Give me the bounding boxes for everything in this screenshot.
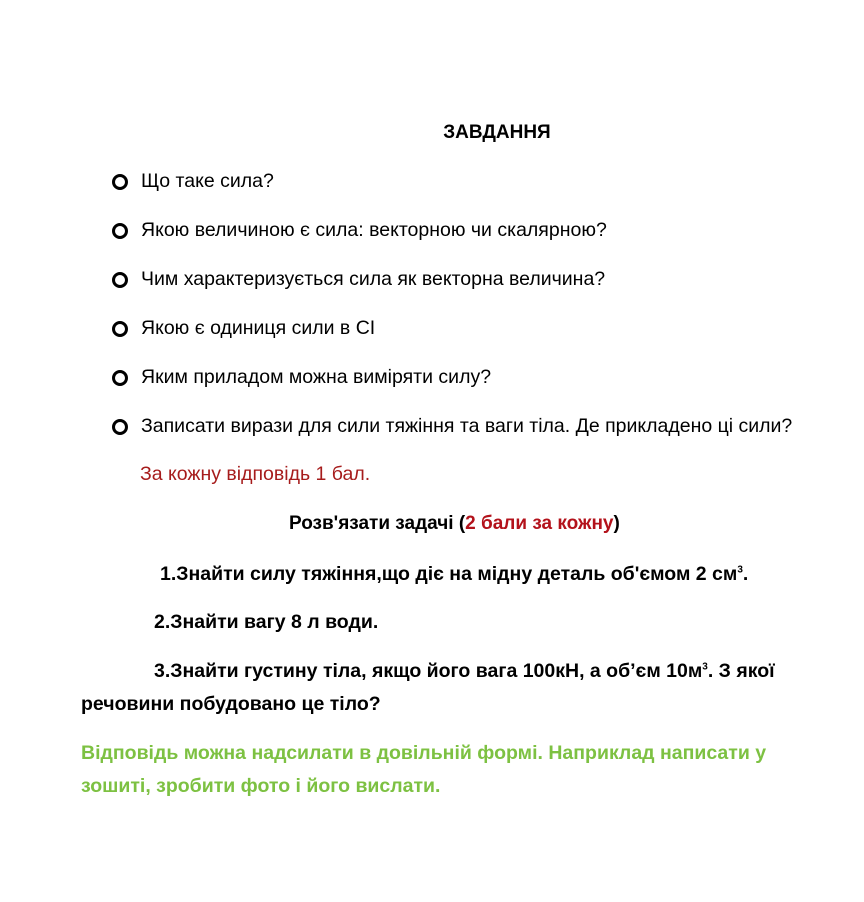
circle-bullet-icon xyxy=(112,370,128,386)
task-1-text: 1.Знайти силу тяжіння,що діє на мідну деталь об'ємом 2 см xyxy=(160,563,738,585)
task-3-exponent: 3 xyxy=(702,661,708,673)
question-item xyxy=(112,219,607,242)
circle-bullet-icon xyxy=(112,419,128,435)
score-note: За кожну відповідь 1 бал. xyxy=(140,463,371,485)
question-item xyxy=(112,170,274,193)
circle-bullet-icon xyxy=(112,272,128,288)
task-3-text: 3.Знайти густину тіла, якщо його вага 100кН, а об’єм 10м xyxy=(154,660,703,682)
tasks-heading xyxy=(289,513,620,535)
question-item xyxy=(112,317,375,340)
tasks-heading-close: ) xyxy=(613,513,620,534)
question-text: Що таке сила? xyxy=(141,170,274,192)
page-title: ЗАВДАННЯ xyxy=(443,122,551,143)
question-item xyxy=(112,268,605,291)
task-3-continuation: речовини побудовано це тіло? xyxy=(81,693,381,715)
question-text: Якою величиною є сила: векторною чи скалярною? xyxy=(141,219,607,241)
tasks-heading-points: 2 бали за кожну xyxy=(465,513,614,534)
question-text: Записати вирази для сили тяжіння та ваги тіла. Де прикладено ці сили? xyxy=(141,415,793,437)
question-item xyxy=(112,415,792,438)
tasks-heading-text: Розв'язати задачі ( xyxy=(289,513,466,534)
task-3-end: . З якої xyxy=(707,660,775,682)
footer-line-1: Відповідь можна надсилати в довільній формі. Наприклад написати у xyxy=(81,742,767,764)
task-2: 2.Знайти вагу 8 л води. xyxy=(154,611,379,633)
question-item xyxy=(112,366,491,389)
footer-line-2: зошиті, зробити фото і його вислати. xyxy=(81,775,441,797)
task-1 xyxy=(160,563,748,586)
task-1-end: . xyxy=(742,563,749,585)
task-1-exponent: 3 xyxy=(737,564,743,576)
question-text: Якою є одиниця сили в СІ xyxy=(141,317,376,339)
task-3 xyxy=(154,660,775,683)
question-text: Чим характеризується сила як векторна величина? xyxy=(141,268,606,290)
circle-bullet-icon xyxy=(112,321,128,337)
circle-bullet-icon xyxy=(112,223,128,239)
circle-bullet-icon xyxy=(112,174,128,190)
question-text: Яким приладом можна виміряти силу? xyxy=(141,366,492,388)
